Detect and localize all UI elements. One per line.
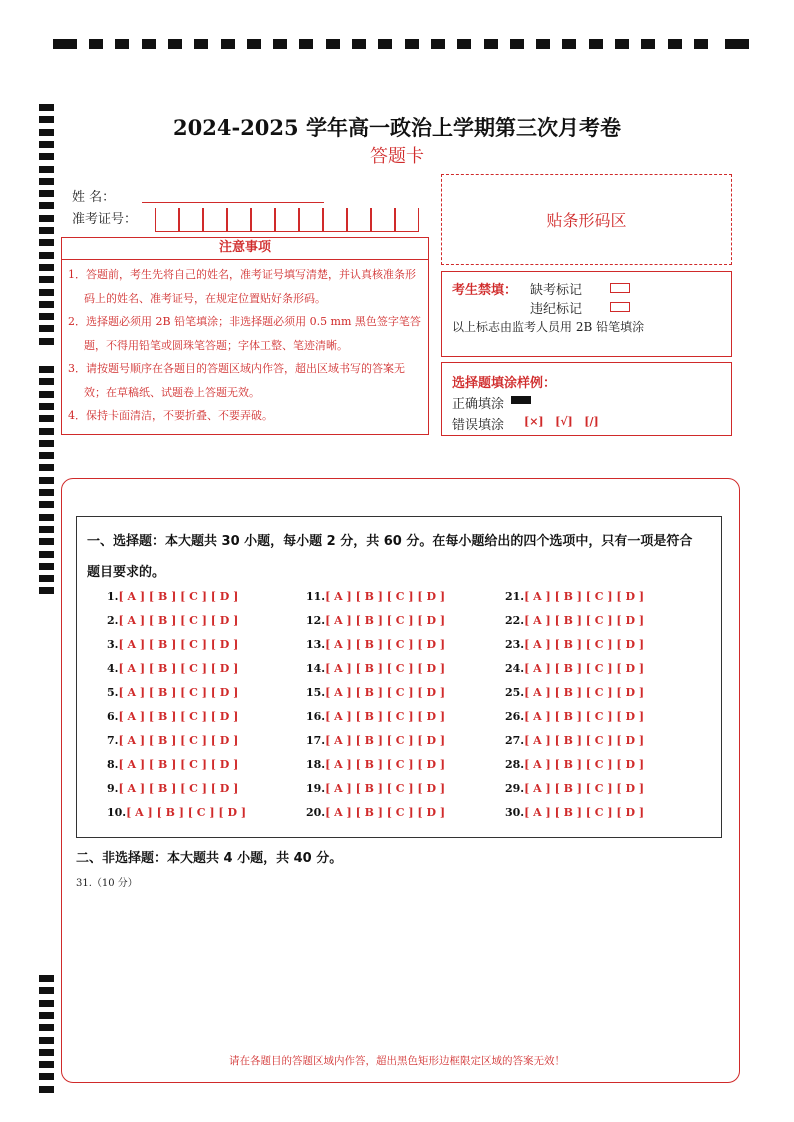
question-number: 13.: [306, 638, 326, 651]
correct-fill-label: 正确填涂: [452, 397, 505, 412]
id-digit-box[interactable]: [179, 208, 203, 232]
timing-mark: [39, 1073, 54, 1080]
id-digit-box[interactable]: [347, 208, 371, 232]
question-number: 11.: [306, 590, 326, 603]
timing-mark: [39, 190, 54, 197]
timing-mark: [39, 987, 54, 994]
barcode-area: [441, 174, 732, 265]
answer-options[interactable]: [ A ] [ B ] [ C ] [ D ]: [325, 734, 446, 747]
question-number: 14.: [306, 662, 326, 675]
timing-mark: [247, 39, 261, 49]
timing-mark: [39, 264, 54, 271]
timing-mark: [326, 39, 340, 49]
timing-mark: [53, 39, 77, 49]
timing-mark: [378, 39, 392, 49]
notice-item: 1．答题前，考生先将自己的姓名，准考证号填写清楚，并认真核准条形码上的姓名、准考证号，在规定位置贴好条形码。: [68, 268, 416, 305]
answer-options[interactable]: [ A ] [ B ] [ C ] [ D ]: [524, 662, 645, 675]
answer-options[interactable]: [ A ] [ B ] [ C ] [ D ]: [524, 590, 645, 603]
id-number-boxes[interactable]: [155, 208, 419, 232]
timing-mark: [536, 39, 550, 49]
answer-options[interactable]: [ A ] [ B ] [ C ] [ D ]: [118, 782, 239, 795]
timing-mark: [615, 39, 629, 49]
question-number: 19.: [306, 782, 326, 795]
id-digit-box[interactable]: [395, 208, 419, 232]
answer-options[interactable]: [ A ] [ B ] [ C ] [ D ]: [524, 638, 645, 651]
timing-mark: [39, 477, 54, 484]
question-number: 27.: [505, 734, 525, 747]
timing-mark: [39, 1086, 54, 1093]
question-6: [107, 710, 238, 723]
multiple-choice-box: [76, 516, 722, 838]
answer-options[interactable]: [ A ] [ B ] [ C ] [ D ]: [118, 614, 239, 627]
footer-note: 请在各题目的答题区域内作答，超出黑色矩形边框限定区域的答案无效！: [229, 1055, 565, 1067]
timing-mark: [39, 239, 54, 246]
question-number: 22.: [505, 614, 525, 627]
timing-mark: [39, 514, 54, 521]
question-number: 28.: [505, 758, 525, 771]
notice-item: 2．选择题必须用 2B 铅笔填涂；非选择题必须用 0.5 mm 黑色签字笔答题，不得用铅笔或圆珠笔答题；字体工整、笔迹清晰。: [68, 315, 421, 352]
section1-title-line2: 题目要求的。: [87, 565, 166, 580]
timing-mark: [457, 39, 471, 49]
answer-options[interactable]: [ A ] [ B ] [ C ] [ D ]: [325, 590, 446, 603]
timing-mark: [39, 415, 54, 422]
timing-mark: [562, 39, 576, 49]
timing-mark: [39, 587, 54, 594]
timing-mark: [725, 39, 749, 49]
timing-mark: [431, 39, 445, 49]
question-number: 20.: [306, 806, 326, 819]
page-title: 2024-2025 学年高一政治上学期第三次月考卷: [173, 115, 621, 140]
question-number: 1.: [107, 590, 119, 603]
id-digit-box[interactable]: [155, 208, 179, 232]
timing-mark: [39, 551, 54, 558]
answer-options[interactable]: [ A ] [ B ] [ C ] [ D ]: [524, 710, 645, 723]
timing-mark: [39, 501, 54, 508]
question-16: [306, 710, 445, 723]
timing-mark: [510, 39, 524, 49]
question-29: [505, 782, 644, 795]
question-1: [107, 590, 238, 603]
timing-mark: [39, 452, 54, 459]
answer-options[interactable]: [ A ] [ B ] [ C ] [ D ]: [118, 710, 239, 723]
question-9: [107, 782, 238, 795]
timing-mark: [589, 39, 603, 49]
answer-options[interactable]: [ A ] [ B ] [ C ] [ D ]: [325, 614, 446, 627]
answer-options[interactable]: [ A ] [ B ] [ C ] [ D ]: [126, 806, 247, 819]
question-number: 5.: [107, 686, 119, 699]
question-15: [306, 686, 445, 699]
timing-mark: [39, 104, 54, 111]
question-10: [107, 806, 246, 819]
question-number: 24.: [505, 662, 525, 675]
timing-mark: [39, 338, 54, 345]
notice-body: [61, 259, 429, 435]
page-subtitle: 答题卡: [370, 146, 424, 167]
timing-mark: [39, 1000, 54, 1007]
section2-title: 二、非选择题：本大题共 4 小题，共 40 分。: [76, 851, 343, 866]
question-14: [306, 662, 445, 675]
timing-mark: [39, 252, 54, 259]
question-number: 18.: [306, 758, 326, 771]
question-number: 15.: [306, 686, 326, 699]
violation-label: 违纪标记: [530, 302, 583, 317]
id-digit-box[interactable]: [227, 208, 251, 232]
question-21: [505, 590, 644, 603]
timing-mark: [39, 289, 54, 296]
question-4: [107, 662, 238, 675]
candidate-heading: 考生禁填：: [452, 283, 518, 298]
question-7: [107, 734, 238, 747]
sample-heading: 选择题填涂样例：: [452, 376, 557, 391]
notice-item: 3．请按题号顺序在各题目的答题区域内作答，超出区域书写的答案无效；在草稿纸、试题卷上答题无效。: [68, 362, 405, 399]
answer-options[interactable]: [ A ] [ B ] [ C ] [ D ]: [524, 614, 645, 627]
id-digit-box[interactable]: [323, 208, 347, 232]
timing-mark: [39, 440, 54, 447]
answer-options[interactable]: [ A ] [ B ] [ C ] [ D ]: [325, 782, 446, 795]
question-24: [505, 662, 644, 675]
answer-options[interactable]: [ A ] [ B ] [ C ] [ D ]: [325, 710, 446, 723]
timing-mark: [39, 975, 54, 982]
timing-mark: [39, 301, 54, 308]
question-11: [306, 590, 445, 603]
timing-mark: [405, 39, 419, 49]
timing-mark: [668, 39, 682, 49]
question-number: 29.: [505, 782, 525, 795]
name-field[interactable]: [142, 202, 324, 203]
question-number: 25.: [505, 686, 525, 699]
id-digit-box[interactable]: [299, 208, 323, 232]
sample-panel: [441, 362, 732, 436]
question-number: 16.: [306, 710, 326, 723]
answer-options[interactable]: [ A ] [ B ] [ C ] [ D ]: [325, 686, 446, 699]
timing-mark: [39, 538, 54, 545]
timing-mark: [39, 366, 54, 373]
timing-mark: [39, 276, 54, 283]
question-31-answer-space[interactable]: [76, 892, 722, 1042]
question-26: [505, 710, 644, 723]
question-19: [306, 782, 445, 795]
absent-label: 缺考标记: [530, 283, 583, 298]
timing-mark: [142, 39, 156, 49]
candidate-panel: [441, 271, 732, 357]
answer-options[interactable]: [ A ] [ B ] [ C ] [ D ]: [524, 758, 645, 771]
notice-item: 4．保持卡面清洁，不要折叠、不要弄破。: [68, 409, 273, 422]
section1-title-line1: 一、选择题：本大题共 30 小题，每小题 2 分，共 60 分。在每小题给出的四个选项中，只有一项是符合: [87, 534, 693, 549]
question-2: [107, 614, 238, 627]
timing-mark: [484, 39, 498, 49]
timing-mark: [39, 1037, 54, 1044]
question-13: [306, 638, 445, 651]
timing-mark: [115, 39, 129, 49]
timing-mark: [299, 39, 313, 49]
timing-mark: [39, 391, 54, 398]
id-digit-box[interactable]: [371, 208, 395, 232]
question-number: 23.: [505, 638, 525, 651]
timing-mark: [39, 464, 54, 471]
timing-mark: [39, 1012, 54, 1019]
timing-mark: [694, 39, 708, 49]
answer-options[interactable]: [ A ] [ B ] [ C ] [ D ]: [325, 758, 446, 771]
question-27: [505, 734, 644, 747]
wrong-fill-samples: [×] [√] [/]: [524, 415, 599, 428]
question-number: 6.: [107, 710, 119, 723]
answer-options[interactable]: [ A ] [ B ] [ C ] [ D ]: [325, 806, 446, 819]
question-number: 12.: [306, 614, 326, 627]
timing-mark: [39, 526, 54, 533]
timing-mark: [39, 202, 54, 209]
question-8: [107, 758, 238, 771]
question-22: [505, 614, 644, 627]
timing-mark: [39, 575, 54, 582]
question-25: [505, 686, 644, 699]
id-digit-box[interactable]: [203, 208, 227, 232]
question-number: 3.: [107, 638, 119, 651]
timing-mark: [39, 215, 54, 222]
question-number: 21.: [505, 590, 525, 603]
answer-options[interactable]: [ A ] [ B ] [ C ] [ D ]: [118, 686, 239, 699]
answer-options[interactable]: [ A ] [ B ] [ C ] [ D ]: [524, 782, 645, 795]
question-20: [306, 806, 445, 819]
question-30: [505, 806, 644, 819]
answer-options[interactable]: [ A ] [ B ] [ C ] [ D ]: [118, 734, 239, 747]
question-number: 17.: [306, 734, 326, 747]
timing-mark: [39, 378, 54, 385]
correct-fill-sample: [511, 396, 531, 404]
timing-mark: [641, 39, 655, 49]
question-28: [505, 758, 644, 771]
question-number: 2.: [107, 614, 119, 627]
timing-mark: [273, 39, 287, 49]
absent-mark-box[interactable]: [610, 283, 630, 293]
answer-options[interactable]: [ A ] [ B ] [ C ] [ D ]: [524, 686, 645, 699]
answer-options[interactable]: [ A ] [ B ] [ C ] [ D ]: [118, 758, 239, 771]
timing-mark: [39, 227, 54, 234]
timing-mark: [89, 39, 103, 49]
question-31-label: 31.（10 分）: [76, 878, 138, 889]
violation-mark-box[interactable]: [610, 302, 630, 312]
answer-options[interactable]: [ A ] [ B ] [ C ] [ D ]: [118, 638, 239, 651]
timing-mark: [194, 39, 208, 49]
question-3: [107, 638, 238, 651]
answer-options[interactable]: [ A ] [ B ] [ C ] [ D ]: [325, 662, 446, 675]
question-number: 4.: [107, 662, 119, 675]
timing-mark: [39, 178, 54, 185]
timing-mark: [39, 1024, 54, 1031]
timing-mark: [39, 313, 54, 320]
question-number: 10.: [107, 806, 127, 819]
answer-options[interactable]: [ A ] [ B ] [ C ] [ D ]: [325, 638, 446, 651]
timing-mark: [39, 428, 54, 435]
question-12: [306, 614, 445, 627]
answer-options[interactable]: [ A ] [ B ] [ C ] [ D ]: [524, 734, 645, 747]
question-17: [306, 734, 445, 747]
wrong-fill-label: 错误填涂: [452, 418, 505, 433]
question-number: 7.: [107, 734, 119, 747]
question-number: 26.: [505, 710, 525, 723]
timing-mark: [352, 39, 366, 49]
id-digit-box[interactable]: [251, 208, 275, 232]
id-digit-box[interactable]: [275, 208, 299, 232]
timing-mark: [39, 563, 54, 570]
timing-mark: [39, 489, 54, 496]
question-number: 9.: [107, 782, 119, 795]
question-5: [107, 686, 238, 699]
id-label: 准考证号：: [72, 212, 138, 227]
answer-options[interactable]: [ A ] [ B ] [ C ] [ D ]: [524, 806, 645, 819]
timing-mark: [221, 39, 235, 49]
question-23: [505, 638, 644, 651]
answer-options[interactable]: [ A ] [ B ] [ C ] [ D ]: [118, 662, 239, 675]
timing-mark: [39, 403, 54, 410]
barcode-label: 贴条形码区: [546, 211, 627, 230]
question-number: 8.: [107, 758, 119, 771]
notice-title: 注意事项: [61, 237, 429, 260]
answer-options[interactable]: [ A ] [ B ] [ C ] [ D ]: [118, 590, 239, 603]
question-18: [306, 758, 445, 771]
question-number: 30.: [505, 806, 525, 819]
candidate-note: 以上标志由监考人员用 2B 铅笔填涂: [452, 320, 645, 334]
timing-mark: [39, 325, 54, 332]
timing-mark: [168, 39, 182, 49]
name-label: 姓 名：: [72, 190, 116, 205]
